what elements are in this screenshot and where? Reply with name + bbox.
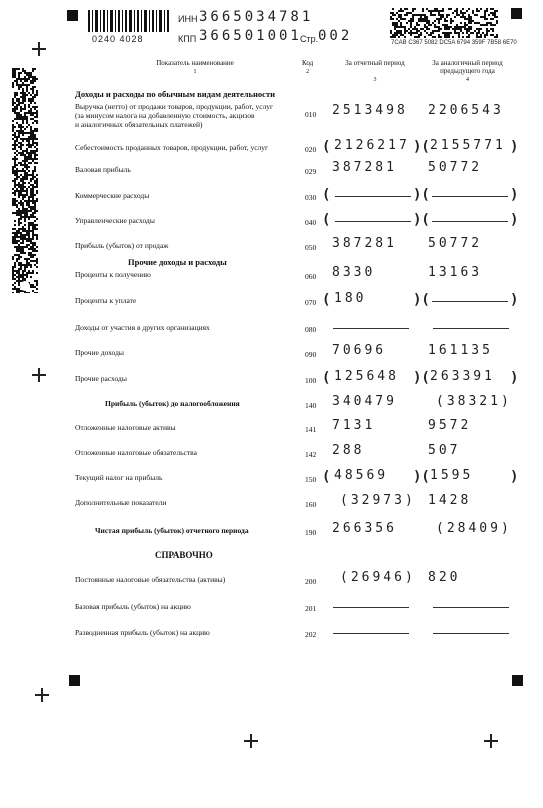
previous-period-value: 9572 [428, 418, 472, 433]
current-period-value: (26946) [340, 570, 416, 585]
row-label: Валовая прибыль [75, 165, 131, 174]
previous-period-empty [433, 633, 509, 634]
row-label: Дополнительные показатели [75, 498, 167, 507]
barcode [88, 10, 171, 32]
column-header-current: За отчетный период 3 [345, 59, 405, 83]
close-paren: ) [510, 187, 519, 203]
registration-cross-mid-left [32, 368, 46, 382]
section-reference: СПРАВОЧНО [155, 550, 213, 560]
current-period-value: (32973) [340, 493, 416, 508]
close-paren: ) [510, 292, 519, 308]
row-label: Разводненная прибыль (убыток) на акцию [75, 628, 210, 637]
open-paren: ( [322, 292, 331, 308]
row-code: 190 [305, 528, 317, 537]
previous-period-value: 2206543 [428, 103, 504, 118]
previous-period-value: (28409) [436, 521, 512, 536]
close-paren: )( [413, 469, 430, 485]
row-label: Проценты к уплате [75, 296, 137, 305]
section-other-income-expenses: Прочие доходы и расходы [128, 257, 227, 267]
corner-marker-bottom-right [512, 675, 523, 686]
row-code: 050 [305, 243, 317, 252]
current-period-value: 340479 [332, 394, 397, 409]
previous-period-empty [432, 221, 508, 222]
current-period-value: 2126217 [334, 138, 410, 153]
registration-cross-top-left [32, 42, 46, 56]
close-paren: )( [413, 187, 430, 203]
open-paren: ( [322, 187, 331, 203]
close-paren: ) [510, 370, 519, 386]
inn-label: ИНН [178, 14, 198, 24]
close-paren: )( [413, 292, 430, 308]
row-label: Отложенные налоговые активы [75, 423, 176, 432]
current-period-empty [335, 221, 411, 222]
row-label: Себестоимость проданных товаров, продукции, работ, услуг [75, 143, 269, 152]
row-label: Прочие расходы [75, 374, 127, 383]
row-code: 141 [305, 425, 317, 434]
row-label: Текущий налог на прибыль [75, 473, 163, 482]
corner-marker-top-left [67, 10, 78, 21]
row-label: Коммерческие расходы [75, 191, 150, 200]
close-paren: )( [413, 370, 430, 386]
row-code: 142 [305, 450, 317, 459]
current-period-value: 266356 [332, 521, 397, 536]
current-period-value: 7131 [332, 418, 376, 433]
current-period-empty [335, 196, 411, 197]
open-paren: ( [322, 370, 331, 386]
previous-period-empty [433, 328, 509, 329]
previous-period-value: 263391 [430, 369, 495, 384]
previous-period-value: 507 [428, 443, 461, 458]
close-paren: ) [510, 469, 519, 485]
previous-period-value: 13163 [428, 265, 483, 280]
current-period-value: 2513498 [332, 103, 408, 118]
previous-period-value: 2155771 [430, 138, 506, 153]
corner-marker-bottom-left [69, 675, 80, 686]
row-code: 150 [305, 475, 317, 484]
previous-period-empty [433, 607, 509, 608]
row-code: 040 [305, 218, 317, 227]
registration-cross-bottom-right [484, 734, 498, 748]
open-paren: ( [322, 212, 331, 228]
close-paren: )( [413, 212, 430, 228]
open-paren: ( [322, 139, 331, 155]
previous-period-value: (38321) [436, 394, 512, 409]
close-paren: )( [413, 139, 430, 155]
open-paren: ( [322, 469, 331, 485]
close-paren: ) [510, 139, 519, 155]
barcode-number: 0240 4028 [92, 34, 144, 44]
previous-period-value: 1428 [428, 493, 472, 508]
row-label: Прочие доходы [75, 348, 124, 357]
row-label: Выручка (нетто) от продажи товаров, продукции, работ, услуг (за минусом налога на добавленную стоимость, акцизов и аналогичных обязательных платежей) [75, 102, 274, 129]
row-code: 202 [305, 630, 317, 639]
row-code: 060 [305, 272, 317, 281]
inn-value: 3665034781 [199, 9, 314, 25]
row-code: 070 [305, 298, 317, 307]
row-label: Доходы от участия в других организациях [75, 323, 210, 332]
row-code: 020 [305, 145, 317, 154]
row-label: Постоянные налоговые обязательства (активы) [75, 575, 226, 584]
data-matrix-code [390, 8, 498, 38]
row-code: 029 [305, 167, 317, 176]
row-code: 160 [305, 500, 317, 509]
previous-period-empty [432, 196, 508, 197]
corner-marker-top-right [511, 8, 522, 19]
previous-period-value: 1595 [430, 468, 474, 483]
row-label: Чистая прибыль (убыток) отчетного периода [95, 526, 249, 535]
current-period-value: 180 [334, 291, 367, 306]
page-label: Стр. [300, 34, 319, 44]
current-period-value: 387281 [332, 160, 397, 175]
row-label: Прибыль (убыток) от продаж [75, 241, 169, 250]
close-paren: ) [510, 212, 519, 228]
previous-period-value: 50772 [428, 160, 483, 175]
row-label: Управленческие расходы [75, 216, 155, 225]
row-label: Прибыль (убыток) до налогообложения [105, 399, 240, 408]
row-label: Проценты к получению [75, 270, 151, 279]
previous-period-value: 50772 [428, 236, 483, 251]
row-code: 090 [305, 350, 317, 359]
current-period-value: 125648 [334, 369, 399, 384]
section-ordinary-activities: Доходы и расходы по обычным видам деятельности [75, 89, 276, 99]
registration-cross-bottom-left [35, 688, 49, 702]
row-code: 010 [305, 110, 317, 119]
row-code: 080 [305, 325, 317, 334]
row-code: 100 [305, 376, 317, 385]
vertical-barcode-strip [12, 68, 38, 293]
row-label: Базовая прибыль (убыток) на акцию [75, 602, 191, 611]
row-code: 030 [305, 193, 317, 202]
current-period-value: 288 [332, 443, 365, 458]
previous-period-value: 820 [428, 570, 461, 585]
registration-cross-bottom-center [244, 734, 258, 748]
row-code: 140 [305, 401, 317, 410]
current-period-value: 70696 [332, 343, 387, 358]
current-period-empty [333, 607, 409, 608]
kpp-value: 366501001 [199, 28, 302, 44]
current-period-value: 387281 [332, 236, 397, 251]
column-header-code: Код 2 [302, 59, 314, 75]
qr-caption: 7CAB C367 5082 DC5A 6794 359F 7B58 6E70 [391, 40, 517, 46]
kpp-label: КПП [178, 34, 197, 44]
row-code: 200 [305, 577, 317, 586]
row-code: 201 [305, 604, 317, 613]
page-value: 002 [318, 28, 353, 44]
current-period-value: 8330 [332, 265, 376, 280]
current-period-empty [333, 328, 409, 329]
current-period-value: 48569 [334, 468, 389, 483]
row-label: Отложенные налоговые обязательства [75, 448, 197, 457]
previous-period-empty [432, 301, 508, 302]
previous-period-value: 161135 [428, 343, 493, 358]
current-period-empty [333, 633, 409, 634]
column-header-indicator: Показатель наименование 1 [156, 59, 234, 75]
column-header-previous: За аналогичный период предыдущего года 4 [432, 59, 503, 83]
